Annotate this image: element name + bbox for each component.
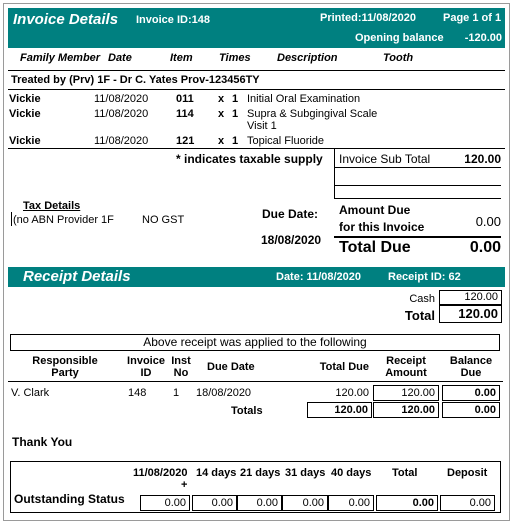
outstanding-col-40: 40 days (331, 467, 372, 479)
opening-balance-label: Opening balance (355, 32, 444, 44)
outstanding-value-31: 0.00 (282, 495, 328, 511)
applied-col-balance: Balance Due (449, 355, 493, 379)
tax-left-border (11, 212, 12, 226)
applied-col-inst: Inst No (171, 355, 191, 379)
amount-due-label-1: Amount Due (339, 203, 411, 217)
outstanding-col-21: 21 days (240, 467, 281, 479)
summary-left-border (334, 149, 335, 199)
cash-label: Cash (409, 293, 435, 305)
col-family-member: Family Member (20, 52, 101, 64)
due-date-label: Due Date: (262, 207, 319, 221)
receipt-id: Receipt ID: 62 (388, 271, 461, 283)
amount-due-label-2: for this Invoice (339, 220, 425, 234)
invoice-title: Invoice Details (13, 11, 119, 28)
total-due-value: 0.00 (469, 239, 501, 256)
summary-line-1 (334, 167, 501, 168)
receipt-total-value: 120.00 (439, 305, 502, 323)
page-number: Page 1 of 1 (443, 12, 502, 24)
col-tooth: Tooth (383, 52, 414, 64)
printed-date: Printed:11/08/2020 (320, 12, 417, 24)
tax-gst: NO GST (142, 214, 185, 226)
line-items-divider (8, 148, 505, 149)
outstanding-value-14: 0.00 (192, 495, 237, 511)
outstanding-col-deposit: Deposit (447, 467, 488, 479)
treated-by: Treated by (Prv) 1F - Dr C. Yates Prov-123456TY (11, 74, 260, 86)
treated-by-divider (8, 89, 505, 90)
outstanding-col-31: 31 days (285, 467, 326, 479)
thank-you: Thank You (12, 435, 73, 449)
invoice-id: Invoice ID:148 (136, 14, 210, 26)
summary-line-2 (334, 185, 501, 186)
amount-due-value: 0.00 (475, 214, 501, 229)
due-date-value: 18/08/2020 (261, 233, 322, 247)
cash-value: 120.00 (439, 290, 502, 305)
outstanding-value-current: 0.00 (140, 495, 190, 511)
summary-line-3 (334, 198, 501, 199)
invoice-page: Invoice Details Invoice ID:148 Printed:11/08/2020 Page 1 of 1 Opening balance -120.00 Family Member Date Item Times Description Tooth Treated by (Prv) 1F - Dr C. Yates Prov-123456TY Vickie 11/08/2020 011 x 1 Initial Oral Examination Vickie 11/08/2020 114 x 1 Supra & Subgingival Scale Visit 1 Vickie 11/08/2020 121 x 1 Topical Fluoride * indicates taxable supply Invoice Sub Total 120.00 Tax Details (no ABN Provider 1F NO GST Due Date: 18/08/2020 Amount Due for this Invoice 0.00 Total Due 0.00 Receipt Details Date: 11/08/2020 Receipt ID: 62 Cash 120.00 Total 120.00 Above receipt was applied to the following Responsible Party Invoice ID Inst No Due Date Total Due Receipt Amount Balance Due V. Clark 148 1 18/08/2020 120.00 120.00 0.00 Totals 120.00 120.00 0.00 Thank You 11/08/2020 + 14 days 21 days 31 days 40 days Total Deposit Outstanding Status 0.00 0.00 0.00 0.00 0.00 0.00 0.00 (0, 0, 513, 525)
outstanding-value-21: 0.00 (237, 495, 282, 511)
taxable-note: * indicates taxable supply (176, 152, 323, 166)
outstanding-col-14: 14 days (196, 467, 237, 479)
applied-col-invoice: Invoice ID (127, 355, 165, 379)
col-description: Description (277, 52, 338, 64)
outstanding-value-total: 0.00 (376, 495, 438, 511)
subtotal-label: Invoice Sub Total (339, 152, 431, 166)
applied-heading: Above receipt was applied to the following (10, 334, 500, 351)
applied-col-due-date: Due Date (207, 361, 255, 373)
col-times: Times (219, 52, 251, 64)
applied-col-total-due: Total Due (319, 361, 369, 373)
applied-col-receipt: Receipt Amount (385, 355, 427, 379)
receipt-date: Date: 11/08/2020 (276, 271, 362, 283)
subtotal-value: 120.00 (464, 152, 501, 166)
outstanding-col-current: 11/08/2020 (133, 467, 188, 479)
outstanding-status-label: Outstanding Status (14, 492, 125, 506)
receipt-title: Receipt Details (23, 268, 131, 285)
outstanding-value-40: 0.00 (328, 495, 374, 511)
outstanding-col-total: Total (392, 467, 418, 479)
applied-col-party: Responsible Party (32, 355, 98, 379)
tax-details-heading: Tax Details (23, 200, 81, 212)
receipt-total-label: Total (404, 308, 435, 323)
opening-balance-value: -120.00 (464, 32, 502, 44)
applied-header-divider (8, 381, 503, 382)
total-due-rule (334, 236, 501, 238)
total-due-label: Total Due (339, 239, 411, 256)
tax-provider: (no ABN Provider 1F (13, 214, 114, 226)
outstanding-col-plus: + (181, 479, 188, 491)
col-item: Item (170, 52, 193, 64)
col-date: Date (108, 52, 132, 64)
col-header-divider (8, 70, 505, 71)
outstanding-value-deposit: 0.00 (440, 495, 495, 511)
